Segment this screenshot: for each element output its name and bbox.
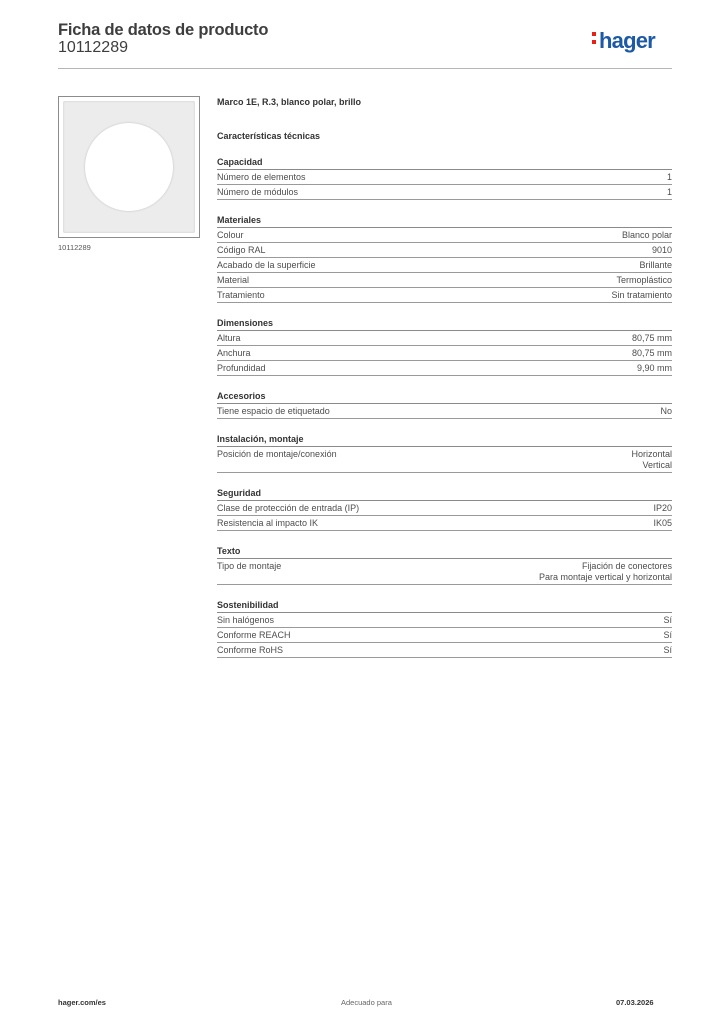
product-number: 10112289 [58, 39, 128, 56]
spec-section [217, 433, 672, 473]
section-heading: Materiales [217, 214, 672, 228]
spec-label: Código RAL [217, 245, 266, 255]
spec-row [217, 501, 672, 516]
spec-row [217, 643, 672, 658]
footer-date: 07.03.2026 [616, 998, 654, 1007]
spec-label: Posición de montaje/conexión [217, 449, 337, 459]
spec-value: 1 [666, 172, 672, 182]
page-title: Ficha de datos de producto [58, 21, 269, 39]
spec-row [217, 243, 672, 258]
spec-value: Horizontal Vertical [631, 449, 672, 470]
spec-value: Sí [663, 645, 672, 655]
spec-sections [217, 156, 672, 658]
spec-label: Acabado de la superficie [217, 260, 316, 270]
spec-row [217, 516, 672, 531]
spec-row [217, 331, 672, 346]
spec-row [217, 559, 672, 585]
spec-value: IP20 [653, 503, 672, 513]
spec-section [217, 214, 672, 303]
spec-row [217, 170, 672, 185]
spec-value: Sí [663, 630, 672, 640]
spec-row [217, 273, 672, 288]
technical-characteristics-title: Características técnicas [217, 131, 321, 141]
frame-plate [63, 101, 195, 233]
section-heading: Capacidad [217, 156, 672, 170]
spec-row [217, 613, 672, 628]
section-heading: Instalación, montaje [217, 433, 672, 447]
product-image [58, 96, 200, 238]
spec-row [217, 258, 672, 273]
spec-value: 9010 [651, 245, 672, 255]
spec-label: Sin halógenos [217, 615, 275, 625]
spec-value: Sin tratamiento [611, 290, 672, 300]
spec-label: Material [217, 275, 250, 285]
spec-row [217, 288, 672, 303]
spec-row [217, 228, 672, 243]
spec-value: Brillante [639, 260, 672, 270]
hager-logo [592, 28, 655, 54]
spec-content [217, 96, 672, 658]
spec-section [217, 545, 672, 585]
section-heading: Accesorios [217, 390, 672, 404]
spec-section [217, 599, 672, 658]
footer-suitable-for: Adecuado para [341, 998, 392, 1007]
spec-value: IK05 [653, 518, 672, 528]
spec-value: 80,75 mm [631, 333, 672, 343]
spec-value: 9,90 mm [636, 363, 672, 373]
header-divider [58, 68, 672, 69]
spec-section [217, 487, 672, 531]
spec-row [217, 628, 672, 643]
spec-section [217, 390, 672, 419]
spec-label: Anchura [217, 348, 251, 358]
spec-label: Profundidad [217, 363, 266, 373]
spec-label: Número de módulos [217, 187, 299, 197]
logo-text: hager [599, 28, 655, 53]
spec-label: Tiene espacio de etiquetado [217, 406, 330, 416]
spec-label: Tratamiento [217, 290, 265, 300]
spec-value: Blanco polar [621, 230, 672, 240]
logo-dots-icon [592, 28, 597, 48]
spec-label: Altura [217, 333, 241, 343]
spec-label: Conforme RoHS [217, 645, 284, 655]
footer-website: hager.com/es [58, 998, 106, 1007]
spec-row [217, 185, 672, 200]
section-heading: Dimensiones [217, 317, 672, 331]
spec-value: 80,75 mm [631, 348, 672, 358]
spec-row [217, 447, 672, 473]
section-heading: Texto [217, 545, 672, 559]
spec-value: No [660, 406, 672, 416]
spec-label: Número de elementos [217, 172, 306, 182]
spec-label: Colour [217, 230, 244, 240]
section-heading: Sostenibilidad [217, 599, 672, 613]
spec-row [217, 361, 672, 376]
spec-label: Resistencia al impacto IK [217, 518, 319, 528]
spec-value: 1 [666, 187, 672, 197]
spec-section [217, 317, 672, 376]
spec-section [217, 156, 672, 200]
spec-value: Fijación de conectores Para montaje vertical y horizontal [538, 561, 672, 582]
spec-value: Sí [663, 615, 672, 625]
spec-row [217, 404, 672, 419]
product-name: Marco 1E, R.3, blanco polar, brillo [217, 97, 362, 107]
section-heading: Seguridad [217, 487, 672, 501]
spec-row [217, 346, 672, 361]
spec-label: Tipo de montaje [217, 561, 282, 571]
spec-value: Termoplástico [616, 275, 672, 285]
spec-label: Conforme REACH [217, 630, 291, 640]
spec-label: Clase de protección de entrada (IP) [217, 503, 360, 513]
product-image-caption: 10112289 [58, 243, 91, 252]
frame-opening [85, 123, 173, 211]
